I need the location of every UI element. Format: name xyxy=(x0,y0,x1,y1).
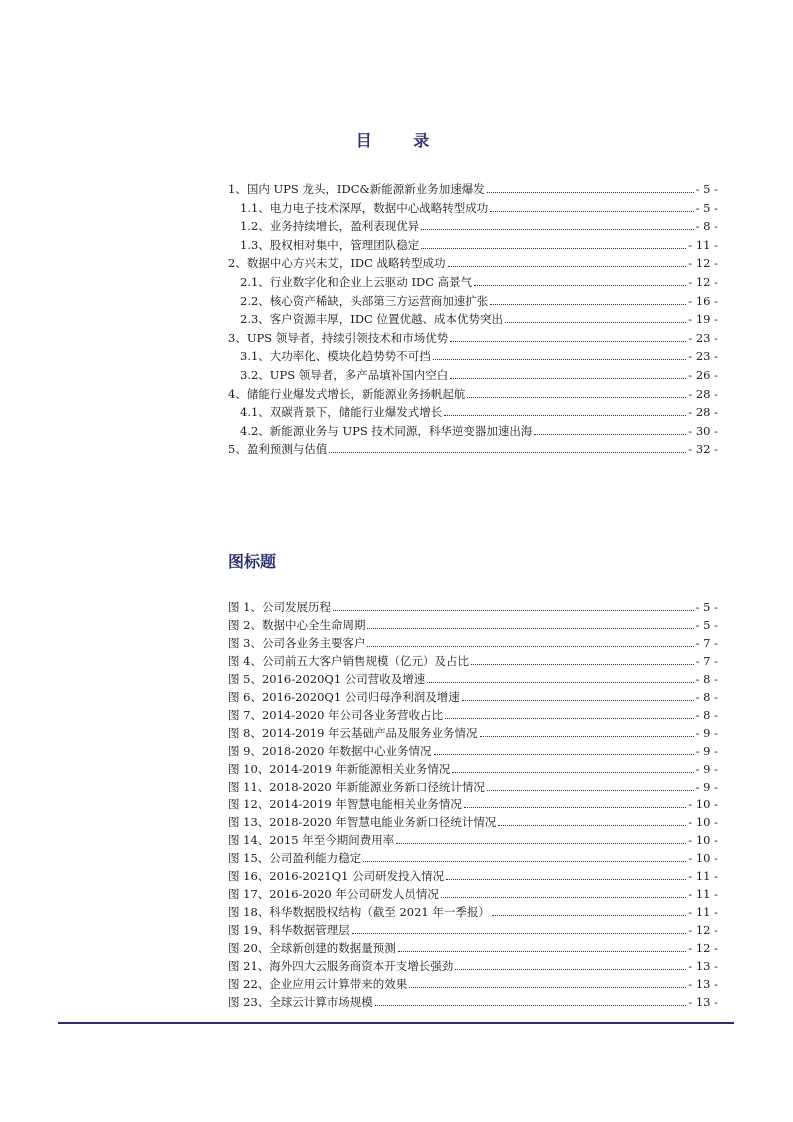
figure-entry-label: 图 11、2018-2020 年新能源业务新口径统计情况 xyxy=(228,779,485,794)
toc-entry-page: - 11 - xyxy=(688,237,718,252)
toc-entry[interactable] xyxy=(240,272,718,289)
figure-entry[interactable] xyxy=(228,777,718,794)
dot-leader xyxy=(363,861,686,862)
dot-leader xyxy=(427,682,693,683)
toc-entry-label: 3、UPS 领导者，持续引领技术和市场优势 xyxy=(228,330,449,345)
figure-entry-label: 图 20、全球新创建的数据量预测 xyxy=(228,941,396,956)
figure-entry[interactable] xyxy=(228,741,718,758)
toc-entry[interactable] xyxy=(240,216,718,233)
figure-entry-label: 图 3、公司各业务主要客户 xyxy=(228,635,366,650)
dot-leader xyxy=(421,248,686,249)
figure-entry-page: - 9 - xyxy=(695,725,718,740)
dot-leader xyxy=(467,397,686,398)
dot-leader xyxy=(444,415,686,416)
figure-entry-label: 图 9、2018-2020 年数据中心业务情况 xyxy=(228,743,432,758)
figure-entry-label: 图 13、2018-2020 年智慧电能业务新口径统计情况 xyxy=(228,815,497,830)
figure-entry-page: - 10 - xyxy=(688,797,718,812)
figure-entry-page: - 13 - xyxy=(688,959,718,973)
dot-leader xyxy=(433,359,686,360)
toc-entry[interactable] xyxy=(240,309,718,326)
figure-entry-page: - 10 - xyxy=(688,815,718,830)
toc-entry-label: 1.3、股权相对集中，管理团队稳定 xyxy=(240,237,420,252)
figure-entry[interactable] xyxy=(228,669,718,686)
toc-entry-label: 4.2、新能源业务与 UPS 技术同源，科华逆变器加速出海 xyxy=(240,423,533,438)
figure-entry-page: - 8 - xyxy=(695,707,718,722)
dot-leader xyxy=(490,211,693,212)
dot-leader xyxy=(441,897,686,898)
figure-entry[interactable] xyxy=(228,884,718,901)
figure-entry-page: - 7 - xyxy=(695,653,718,668)
dot-leader xyxy=(534,434,686,435)
toc-entry-label: 3.1、大功率化、模块化趋势势不可挡 xyxy=(240,349,431,364)
figure-entry[interactable] xyxy=(228,956,718,973)
figure-entry-label: 图 23、全球云计算市场规模 xyxy=(228,994,373,1009)
dot-leader xyxy=(452,772,693,773)
figure-entry[interactable] xyxy=(228,974,718,991)
figure-entry-label: 图 15、公司盈利能力稳定 xyxy=(228,851,362,866)
figure-entry-label: 图 8、2014-2019 年云基础产品及服务业务情况 xyxy=(228,725,478,740)
figure-entry-label: 图 22、企业应用云计算带来的效果 xyxy=(228,976,408,991)
toc-entry[interactable] xyxy=(228,439,718,456)
toc-entry-label: 3.2、UPS 领导者，多产品填补国内空白 xyxy=(240,368,449,382)
dot-leader xyxy=(434,754,694,755)
toc-entry-label: 1、国内 UPS 龙头，IDC&新能源新业务加速爆发 xyxy=(228,182,485,196)
figure-entry[interactable] xyxy=(228,759,718,776)
figure-entry-page: - 8 - xyxy=(695,671,718,686)
figure-entry-page: - 10 - xyxy=(688,851,718,866)
figure-entry-label: 图 1、公司发展历程 xyxy=(228,600,331,614)
figure-entry[interactable] xyxy=(228,633,718,650)
figure-entry[interactable] xyxy=(228,597,718,614)
figure-entry[interactable] xyxy=(228,920,718,937)
toc-entry-page: - 23 - xyxy=(688,349,718,364)
dot-leader xyxy=(450,378,686,379)
figure-entry-page: - 5 - xyxy=(695,617,718,632)
toc-entry[interactable] xyxy=(228,253,718,270)
dot-leader xyxy=(375,1005,686,1006)
figure-entry-label: 图 7、2014-2020 年公司各业务营收占比 xyxy=(228,707,444,722)
toc-entry-page: - 5 - xyxy=(695,182,718,196)
toc-entry-label: 5、盈利预测与估值 xyxy=(228,442,328,457)
figure-entry-label: 图 10、2014-2019 年新能源相关业务情况 xyxy=(228,761,451,776)
figure-entry-label: 图 16、2016-2021Q1 公司研发投入情况 xyxy=(228,869,445,884)
figure-entry[interactable] xyxy=(228,651,718,668)
figure-entry-page: - 11 - xyxy=(688,887,718,902)
dot-leader xyxy=(409,987,686,988)
toc-entry-page: - 19 - xyxy=(688,312,718,327)
figure-entry-label: 图 6、2016-2020Q1 公司归母净利润及增速 xyxy=(228,689,460,704)
toc-entry-page: - 5 - xyxy=(695,200,718,215)
toc-entry-label: 2.2、核心资产稀缺，头部第三方运营商加速扩张 xyxy=(240,293,489,308)
toc-entry-label: 4.1、双碳背景下，储能行业爆发式增长 xyxy=(240,405,443,420)
toc-entry-page: - 23 - xyxy=(688,330,718,345)
toc-entry-page: - 8 - xyxy=(695,219,718,234)
toc-entry[interactable] xyxy=(240,235,718,252)
dot-leader xyxy=(329,452,686,453)
figure-entry-label: 图 18、科华数据股权结构（截至 2021 年一季报） xyxy=(228,905,490,920)
figure-entry[interactable] xyxy=(228,812,718,829)
toc-entry-page: - 12 - xyxy=(688,275,718,289)
figure-entry[interactable] xyxy=(228,705,718,722)
dot-leader xyxy=(396,843,686,844)
dot-leader xyxy=(462,700,694,701)
toc-entry[interactable] xyxy=(228,328,718,345)
dot-leader xyxy=(487,790,694,791)
toc-entry-page: - 16 - xyxy=(688,293,718,308)
figure-entry[interactable] xyxy=(228,866,718,883)
figure-entry-label: 图 2、数据中心全生命周期 xyxy=(228,617,366,632)
toc-entry-label: 2、数据中心方兴未艾，IDC 战略转型成功 xyxy=(228,256,446,271)
toc-entry-page: - 28 - xyxy=(688,405,718,420)
dot-leader xyxy=(487,192,694,193)
figure-entry-label: 图 19、科华数据管理层 xyxy=(228,923,350,938)
dot-leader xyxy=(367,628,693,629)
figure-list-title: 图标题 xyxy=(228,552,277,571)
dot-leader xyxy=(333,610,694,611)
dot-leader xyxy=(492,915,686,916)
dot-leader xyxy=(352,933,686,934)
figure-entry-page: - 11 - xyxy=(688,905,718,920)
dot-leader xyxy=(448,266,687,267)
toc-entry[interactable] xyxy=(240,291,718,308)
dot-leader xyxy=(446,879,686,880)
dot-leader xyxy=(464,807,686,808)
figure-entry[interactable] xyxy=(228,794,718,811)
dot-leader xyxy=(480,736,694,737)
toc-entry-page: - 30 - xyxy=(688,423,718,438)
figure-entry[interactable] xyxy=(228,902,718,919)
figure-entry-page: - 11 - xyxy=(688,869,718,884)
dot-leader xyxy=(471,664,694,665)
toc-entry-page: - 28 - xyxy=(688,386,718,401)
dot-leader xyxy=(490,304,686,305)
dot-leader xyxy=(498,825,686,826)
toc-entry[interactable] xyxy=(240,198,718,215)
figure-entry-page: - 12 - xyxy=(688,941,718,956)
toc-entry[interactable] xyxy=(240,402,718,419)
toc-entry-page: - 32 - xyxy=(688,442,718,457)
toc-title: 目 录 xyxy=(355,131,448,150)
figure-entry-page: - 13 - xyxy=(688,994,718,1009)
toc-entry[interactable] xyxy=(228,179,718,196)
figure-entry-page: - 13 - xyxy=(688,976,718,991)
toc-entry-page: - 12 - xyxy=(688,256,718,271)
toc-entry[interactable] xyxy=(228,384,718,401)
figure-entry[interactable] xyxy=(228,615,718,632)
toc-entry[interactable] xyxy=(240,421,718,438)
toc-entry-label: 2.3、客户资源丰厚，IDC 位置优越、成本优势突出 xyxy=(240,312,504,327)
toc-entry-label: 4、储能行业爆发式增长，新能源业务扬帆起航 xyxy=(228,386,466,401)
figure-entry-label: 图 21、海外四大云服务商资本开支增长强劲 xyxy=(228,959,454,973)
figure-entry-page: - 9 - xyxy=(695,761,718,776)
dot-leader xyxy=(367,646,693,647)
figure-entry-page: - 9 - xyxy=(695,779,718,794)
figure-entry-page: - 7 - xyxy=(695,635,718,650)
figure-entry[interactable] xyxy=(228,848,718,865)
toc-entry-label: 2.1、行业数字化和企业上云驱动 IDC 高景气 xyxy=(240,275,473,289)
figure-entry-label: 图 4、公司前五大客户销售规模（亿元）及占比 xyxy=(228,653,469,668)
figure-entry-label: 图 12、2014-2019 年智慧电能相关业务情况 xyxy=(228,797,462,812)
toc-entry-page: - 26 - xyxy=(688,368,718,382)
dot-leader xyxy=(450,341,686,342)
figure-entry-page: - 8 - xyxy=(695,689,718,704)
footer-divider xyxy=(58,1022,734,1024)
dot-leader xyxy=(445,718,694,719)
toc-entry[interactable] xyxy=(240,365,718,382)
toc-entry-label: 1.2、业务持续增长，盈利表现优异 xyxy=(240,219,420,234)
dot-leader xyxy=(455,969,686,970)
figure-entry-label: 图 17、2016-2020 年公司研发人员情况 xyxy=(228,887,439,902)
figure-entry-page: - 12 - xyxy=(688,923,718,938)
dot-leader xyxy=(398,951,686,952)
figure-entry-page: - 10 - xyxy=(688,833,718,848)
figure-entry[interactable] xyxy=(228,938,718,955)
dot-leader xyxy=(505,322,686,323)
dot-leader xyxy=(421,229,693,230)
figure-entry-label: 图 5、2016-2020Q1 公司营收及增速 xyxy=(228,671,426,686)
toc-entry[interactable] xyxy=(240,346,718,363)
dot-leader xyxy=(474,285,686,286)
figure-entry-page: - 9 - xyxy=(695,743,718,758)
figure-entry[interactable] xyxy=(228,687,718,704)
figure-entry[interactable] xyxy=(228,830,718,847)
toc-entry-label: 1.1、电力电子技术深厚，数据中心战略转型成功 xyxy=(240,200,489,215)
figure-entry[interactable] xyxy=(228,992,718,1009)
figure-entry[interactable] xyxy=(228,723,718,740)
figure-entry-label: 图 14、2015 年至今期间费用率 xyxy=(228,833,395,848)
figure-entry-page: - 5 - xyxy=(695,600,718,614)
